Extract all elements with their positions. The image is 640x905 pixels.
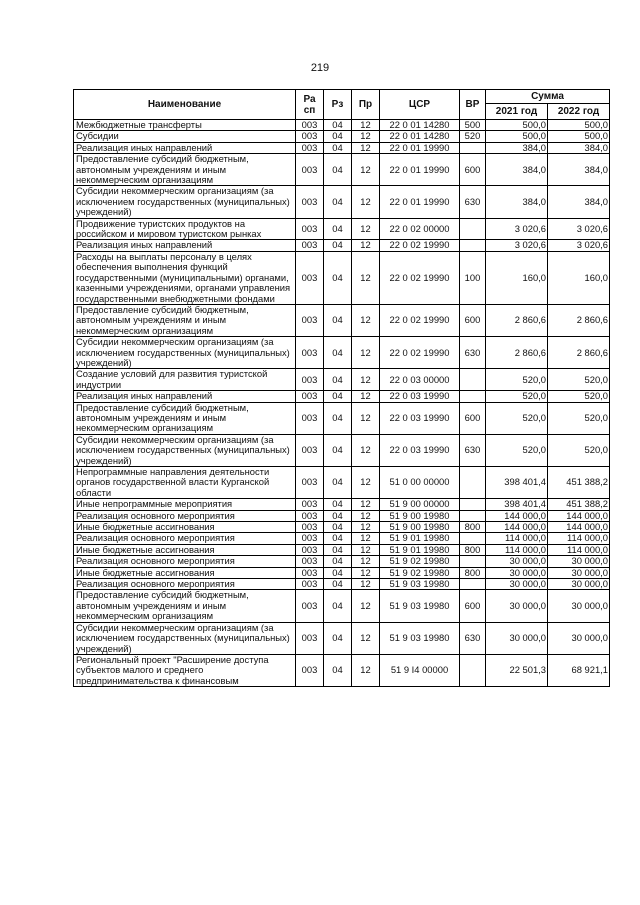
cell-pr: 12 <box>352 544 380 555</box>
cell-vr <box>460 654 486 686</box>
cell-pr: 12 <box>352 120 380 131</box>
cell-vr: 630 <box>460 622 486 654</box>
table-row <box>74 522 610 533</box>
cell-sum-2022: 144 000,0 <box>548 510 610 521</box>
cell-sum-2022: 384,0 <box>548 154 610 186</box>
cell-pr: 12 <box>352 304 380 336</box>
table-row <box>74 120 610 131</box>
cell-vr <box>460 556 486 567</box>
cell-pr: 12 <box>352 467 380 499</box>
cell-pr: 12 <box>352 499 380 510</box>
cell-rasp: 003 <box>296 369 324 391</box>
cell-csr: 51 9 I4 00000 <box>380 654 460 686</box>
cell-sum-2022: 3 020,6 <box>548 240 610 251</box>
cell-rasp: 003 <box>296 556 324 567</box>
header-rz: Рз <box>324 90 352 120</box>
cell-csr: 22 0 01 19990 <box>380 142 460 153</box>
cell-pr: 12 <box>352 251 380 304</box>
cell-rasp: 003 <box>296 142 324 153</box>
cell-pr: 12 <box>352 590 380 622</box>
cell-name: Иные непрограммные мероприятия <box>74 499 296 510</box>
cell-vr: 520 <box>460 131 486 142</box>
table-row <box>74 154 610 186</box>
cell-rasp: 003 <box>296 402 324 434</box>
cell-sum-2022: 68 921,1 <box>548 654 610 686</box>
cell-vr: 800 <box>460 544 486 555</box>
cell-vr: 100 <box>460 251 486 304</box>
cell-sum-2022: 384,0 <box>548 186 610 218</box>
cell-pr: 12 <box>352 391 380 402</box>
cell-rasp: 003 <box>296 467 324 499</box>
cell-rasp: 003 <box>296 590 324 622</box>
cell-pr: 12 <box>352 654 380 686</box>
cell-sum-2021: 500,0 <box>486 131 548 142</box>
cell-vr: 600 <box>460 304 486 336</box>
cell-sum-2021: 30 000,0 <box>486 622 548 654</box>
cell-csr: 51 9 00 00000 <box>380 499 460 510</box>
cell-csr: 51 9 00 19980 <box>380 522 460 533</box>
cell-sum-2021: 2 860,6 <box>486 337 548 369</box>
cell-sum-2021: 520,0 <box>486 402 548 434</box>
cell-rasp: 003 <box>296 522 324 533</box>
cell-name: Иные бюджетные ассигнования <box>74 544 296 555</box>
cell-rz: 04 <box>324 240 352 251</box>
cell-rz: 04 <box>324 304 352 336</box>
cell-sum-2022: 500,0 <box>548 131 610 142</box>
cell-name: Иные бюджетные ассигнования <box>74 567 296 578</box>
cell-csr: 51 9 02 19980 <box>380 556 460 567</box>
cell-rasp: 003 <box>296 304 324 336</box>
cell-csr: 22 0 01 14280 <box>380 120 460 131</box>
cell-sum-2021: 520,0 <box>486 434 548 466</box>
cell-pr: 12 <box>352 131 380 142</box>
table-row <box>74 567 610 578</box>
table-header <box>74 90 610 120</box>
cell-vr: 600 <box>460 590 486 622</box>
cell-rasp: 003 <box>296 240 324 251</box>
cell-sum-2022: 30 000,0 <box>548 579 610 590</box>
cell-vr <box>460 533 486 544</box>
cell-sum-2021: 384,0 <box>486 142 548 153</box>
cell-csr: 22 0 01 19990 <box>380 186 460 218</box>
cell-sum-2021: 30 000,0 <box>486 579 548 590</box>
table-body <box>74 120 610 687</box>
cell-pr: 12 <box>352 556 380 567</box>
cell-rasp: 003 <box>296 434 324 466</box>
cell-vr <box>460 240 486 251</box>
cell-csr: 51 9 01 19980 <box>380 533 460 544</box>
cell-rz: 04 <box>324 186 352 218</box>
cell-name: Субсидии некоммерческим организациям (за исключением государственных (муниципальных) учреждений) <box>74 434 296 466</box>
table-row <box>74 434 610 466</box>
cell-sum-2022: 451 388,2 <box>548 499 610 510</box>
cell-vr: 800 <box>460 522 486 533</box>
cell-rz: 04 <box>324 120 352 131</box>
cell-sum-2022: 520,0 <box>548 369 610 391</box>
cell-rz: 04 <box>324 218 352 240</box>
cell-pr: 12 <box>352 533 380 544</box>
cell-sum-2021: 2 860,6 <box>486 304 548 336</box>
cell-name: Продвижение туристских продуктов на российском и мировом туристском рынках <box>74 218 296 240</box>
cell-sum-2022: 2 860,6 <box>548 304 610 336</box>
cell-pr: 12 <box>352 567 380 578</box>
cell-sum-2022: 520,0 <box>548 402 610 434</box>
table-row <box>74 402 610 434</box>
cell-sum-2021: 30 000,0 <box>486 590 548 622</box>
cell-name: Субсидии <box>74 131 296 142</box>
cell-rz: 04 <box>324 391 352 402</box>
cell-pr: 12 <box>352 218 380 240</box>
cell-rz: 04 <box>324 579 352 590</box>
cell-rz: 04 <box>324 622 352 654</box>
table-row <box>74 240 610 251</box>
cell-rz: 04 <box>324 544 352 555</box>
cell-rz: 04 <box>324 402 352 434</box>
cell-vr <box>460 218 486 240</box>
cell-csr: 22 0 01 19990 <box>380 154 460 186</box>
cell-sum-2021: 520,0 <box>486 391 548 402</box>
cell-rz: 04 <box>324 434 352 466</box>
header-rasp: Ра сп <box>296 90 324 120</box>
cell-vr <box>460 467 486 499</box>
cell-rasp: 003 <box>296 654 324 686</box>
cell-name: Реализация иных направлений <box>74 142 296 153</box>
cell-vr <box>460 142 486 153</box>
cell-sum-2022: 520,0 <box>548 434 610 466</box>
cell-name: Расходы на выплаты персоналу в целях обеспечения выполнения функций государственными (муниципальными) органами, казенными учреждениями, органами управления государственными внебюджетными фондами <box>74 251 296 304</box>
cell-rz: 04 <box>324 533 352 544</box>
table-row <box>74 142 610 153</box>
cell-csr: 22 0 01 14280 <box>380 131 460 142</box>
cell-pr: 12 <box>352 154 380 186</box>
cell-vr: 630 <box>460 434 486 466</box>
cell-sum-2022: 500,0 <box>548 120 610 131</box>
cell-pr: 12 <box>352 510 380 521</box>
cell-rz: 04 <box>324 556 352 567</box>
cell-sum-2022: 30 000,0 <box>548 567 610 578</box>
cell-sum-2021: 114 000,0 <box>486 544 548 555</box>
table-row <box>74 590 610 622</box>
cell-sum-2022: 384,0 <box>548 142 610 153</box>
cell-rz: 04 <box>324 467 352 499</box>
cell-name: Реализация основного мероприятия <box>74 510 296 521</box>
cell-vr <box>460 510 486 521</box>
cell-csr: 51 9 03 19980 <box>380 622 460 654</box>
cell-vr: 600 <box>460 154 486 186</box>
cell-csr: 22 0 02 19990 <box>380 240 460 251</box>
header-pr: Пр <box>352 90 380 120</box>
cell-rasp: 003 <box>296 337 324 369</box>
table-row <box>74 218 610 240</box>
cell-rasp: 003 <box>296 567 324 578</box>
cell-name: Региональный проект "Расширение доступа субъектов малого и среднего предпринимательства к финансовым <box>74 654 296 686</box>
table-row <box>74 654 610 686</box>
cell-pr: 12 <box>352 240 380 251</box>
cell-sum-2021: 500,0 <box>486 120 548 131</box>
cell-pr: 12 <box>352 186 380 218</box>
table-row <box>74 467 610 499</box>
table-row <box>74 251 610 304</box>
cell-pr: 12 <box>352 579 380 590</box>
cell-rz: 04 <box>324 567 352 578</box>
cell-name: Создание условий для развития туристской индустрии <box>74 369 296 391</box>
cell-rasp: 003 <box>296 186 324 218</box>
cell-vr: 500 <box>460 120 486 131</box>
cell-csr: 51 9 01 19980 <box>380 544 460 555</box>
cell-rasp: 003 <box>296 391 324 402</box>
cell-name: Реализация основного мероприятия <box>74 533 296 544</box>
cell-rasp: 003 <box>296 579 324 590</box>
cell-name: Субсидии некоммерческим организациям (за исключением государственных (муниципальных) учреждений) <box>74 622 296 654</box>
cell-csr: 22 0 03 00000 <box>380 369 460 391</box>
cell-rz: 04 <box>324 499 352 510</box>
cell-sum-2022: 30 000,0 <box>548 622 610 654</box>
table-row <box>74 622 610 654</box>
cell-vr <box>460 369 486 391</box>
cell-csr: 22 0 03 19990 <box>380 402 460 434</box>
cell-pr: 12 <box>352 337 380 369</box>
cell-sum-2022: 114 000,0 <box>548 533 610 544</box>
cell-name: Предоставление субсидий бюджетным, автономным учреждениям и иным некоммерческим организациям <box>74 154 296 186</box>
cell-csr: 51 9 00 19980 <box>380 510 460 521</box>
table-row <box>74 499 610 510</box>
cell-name: Иные бюджетные ассигнования <box>74 522 296 533</box>
table-row <box>74 533 610 544</box>
cell-vr <box>460 499 486 510</box>
cell-rasp: 003 <box>296 499 324 510</box>
header-year-2022: 2022 год <box>548 104 610 120</box>
cell-vr <box>460 391 486 402</box>
cell-csr: 22 0 02 19990 <box>380 251 460 304</box>
header-vr: ВР <box>460 90 486 120</box>
cell-pr: 12 <box>352 434 380 466</box>
cell-rasp: 003 <box>296 251 324 304</box>
cell-rz: 04 <box>324 337 352 369</box>
cell-pr: 12 <box>352 622 380 654</box>
cell-sum-2021: 30 000,0 <box>486 556 548 567</box>
cell-pr: 12 <box>352 522 380 533</box>
cell-name: Субсидии некоммерческим организациям (за исключением государственных (муниципальных) учреждений) <box>74 186 296 218</box>
cell-sum-2021: 3 020,6 <box>486 240 548 251</box>
cell-sum-2022: 160,0 <box>548 251 610 304</box>
cell-sum-2022: 520,0 <box>548 391 610 402</box>
cell-sum-2021: 114 000,0 <box>486 533 548 544</box>
cell-csr: 22 0 03 19990 <box>380 434 460 466</box>
cell-sum-2022: 114 000,0 <box>548 544 610 555</box>
cell-rasp: 003 <box>296 622 324 654</box>
header-csr: ЦСР <box>380 90 460 120</box>
cell-sum-2021: 398 401,4 <box>486 499 548 510</box>
table-row <box>74 369 610 391</box>
cell-sum-2021: 384,0 <box>486 154 548 186</box>
cell-rasp: 003 <box>296 218 324 240</box>
cell-sum-2021: 3 020,6 <box>486 218 548 240</box>
cell-sum-2021: 520,0 <box>486 369 548 391</box>
table-row <box>74 186 610 218</box>
cell-name: Реализация основного мероприятия <box>74 579 296 590</box>
cell-rasp: 003 <box>296 120 324 131</box>
cell-name: Непрограммные направления деятельности органов государственной власти Курганской области <box>74 467 296 499</box>
cell-rasp: 003 <box>296 131 324 142</box>
table-row <box>74 556 610 567</box>
cell-csr: 51 9 02 19980 <box>380 567 460 578</box>
cell-rz: 04 <box>324 131 352 142</box>
cell-name: Предоставление субсидий бюджетным, автономным учреждениям и иным некоммерческим организациям <box>74 590 296 622</box>
cell-name: Межбюджетные трансферты <box>74 120 296 131</box>
cell-sum-2022: 2 860,6 <box>548 337 610 369</box>
cell-rz: 04 <box>324 590 352 622</box>
header-sum: Сумма <box>486 90 610 104</box>
cell-vr: 630 <box>460 186 486 218</box>
table-row <box>74 579 610 590</box>
cell-sum-2021: 160,0 <box>486 251 548 304</box>
header-name: Наименование <box>74 90 296 120</box>
cell-rasp: 003 <box>296 510 324 521</box>
cell-vr: 800 <box>460 567 486 578</box>
cell-sum-2022: 30 000,0 <box>548 556 610 567</box>
cell-name: Предоставление субсидий бюджетным, автономным учреждениям и иным некоммерческим организациям <box>74 402 296 434</box>
cell-rz: 04 <box>324 154 352 186</box>
cell-pr: 12 <box>352 402 380 434</box>
cell-sum-2022: 144 000,0 <box>548 522 610 533</box>
table-row <box>74 510 610 521</box>
cell-name: Реализация иных направлений <box>74 240 296 251</box>
table-row <box>74 337 610 369</box>
cell-rz: 04 <box>324 369 352 391</box>
table-row <box>74 304 610 336</box>
cell-csr: 51 9 03 19980 <box>380 590 460 622</box>
header-year-2021: 2021 год <box>486 104 548 120</box>
cell-csr: 22 0 03 19990 <box>380 391 460 402</box>
cell-name: Реализация иных направлений <box>74 391 296 402</box>
cell-name: Реализация основного мероприятия <box>74 556 296 567</box>
cell-rasp: 003 <box>296 544 324 555</box>
cell-vr <box>460 579 486 590</box>
cell-sum-2022: 3 020,6 <box>548 218 610 240</box>
cell-rz: 04 <box>324 142 352 153</box>
cell-rasp: 003 <box>296 154 324 186</box>
cell-rz: 04 <box>324 522 352 533</box>
cell-sum-2022: 30 000,0 <box>548 590 610 622</box>
cell-name: Субсидии некоммерческим организациям (за исключением государственных (муниципальных) учреждений) <box>74 337 296 369</box>
cell-rz: 04 <box>324 654 352 686</box>
cell-sum-2021: 144 000,0 <box>486 510 548 521</box>
cell-csr: 51 0 00 00000 <box>380 467 460 499</box>
cell-csr: 22 0 02 19990 <box>380 304 460 336</box>
cell-pr: 12 <box>352 369 380 391</box>
cell-name: Предоставление субсидий бюджетным, автономным учреждениям и иным некоммерческим организациям <box>74 304 296 336</box>
cell-sum-2021: 398 401,4 <box>486 467 548 499</box>
cell-sum-2021: 22 501,3 <box>486 654 548 686</box>
table-row <box>74 544 610 555</box>
cell-rz: 04 <box>324 251 352 304</box>
page-number: 219 <box>310 62 330 74</box>
cell-sum-2021: 384,0 <box>486 186 548 218</box>
cell-vr: 630 <box>460 337 486 369</box>
cell-csr: 22 0 02 19990 <box>380 337 460 369</box>
table-row <box>74 391 610 402</box>
cell-sum-2022: 451 388,2 <box>548 467 610 499</box>
cell-csr: 51 9 03 19980 <box>380 579 460 590</box>
cell-rz: 04 <box>324 510 352 521</box>
budget-table <box>73 89 610 687</box>
table-row <box>74 131 610 142</box>
cell-rasp: 003 <box>296 533 324 544</box>
cell-csr: 22 0 02 00000 <box>380 218 460 240</box>
cell-sum-2021: 144 000,0 <box>486 522 548 533</box>
cell-sum-2021: 30 000,0 <box>486 567 548 578</box>
cell-vr: 600 <box>460 402 486 434</box>
cell-pr: 12 <box>352 142 380 153</box>
